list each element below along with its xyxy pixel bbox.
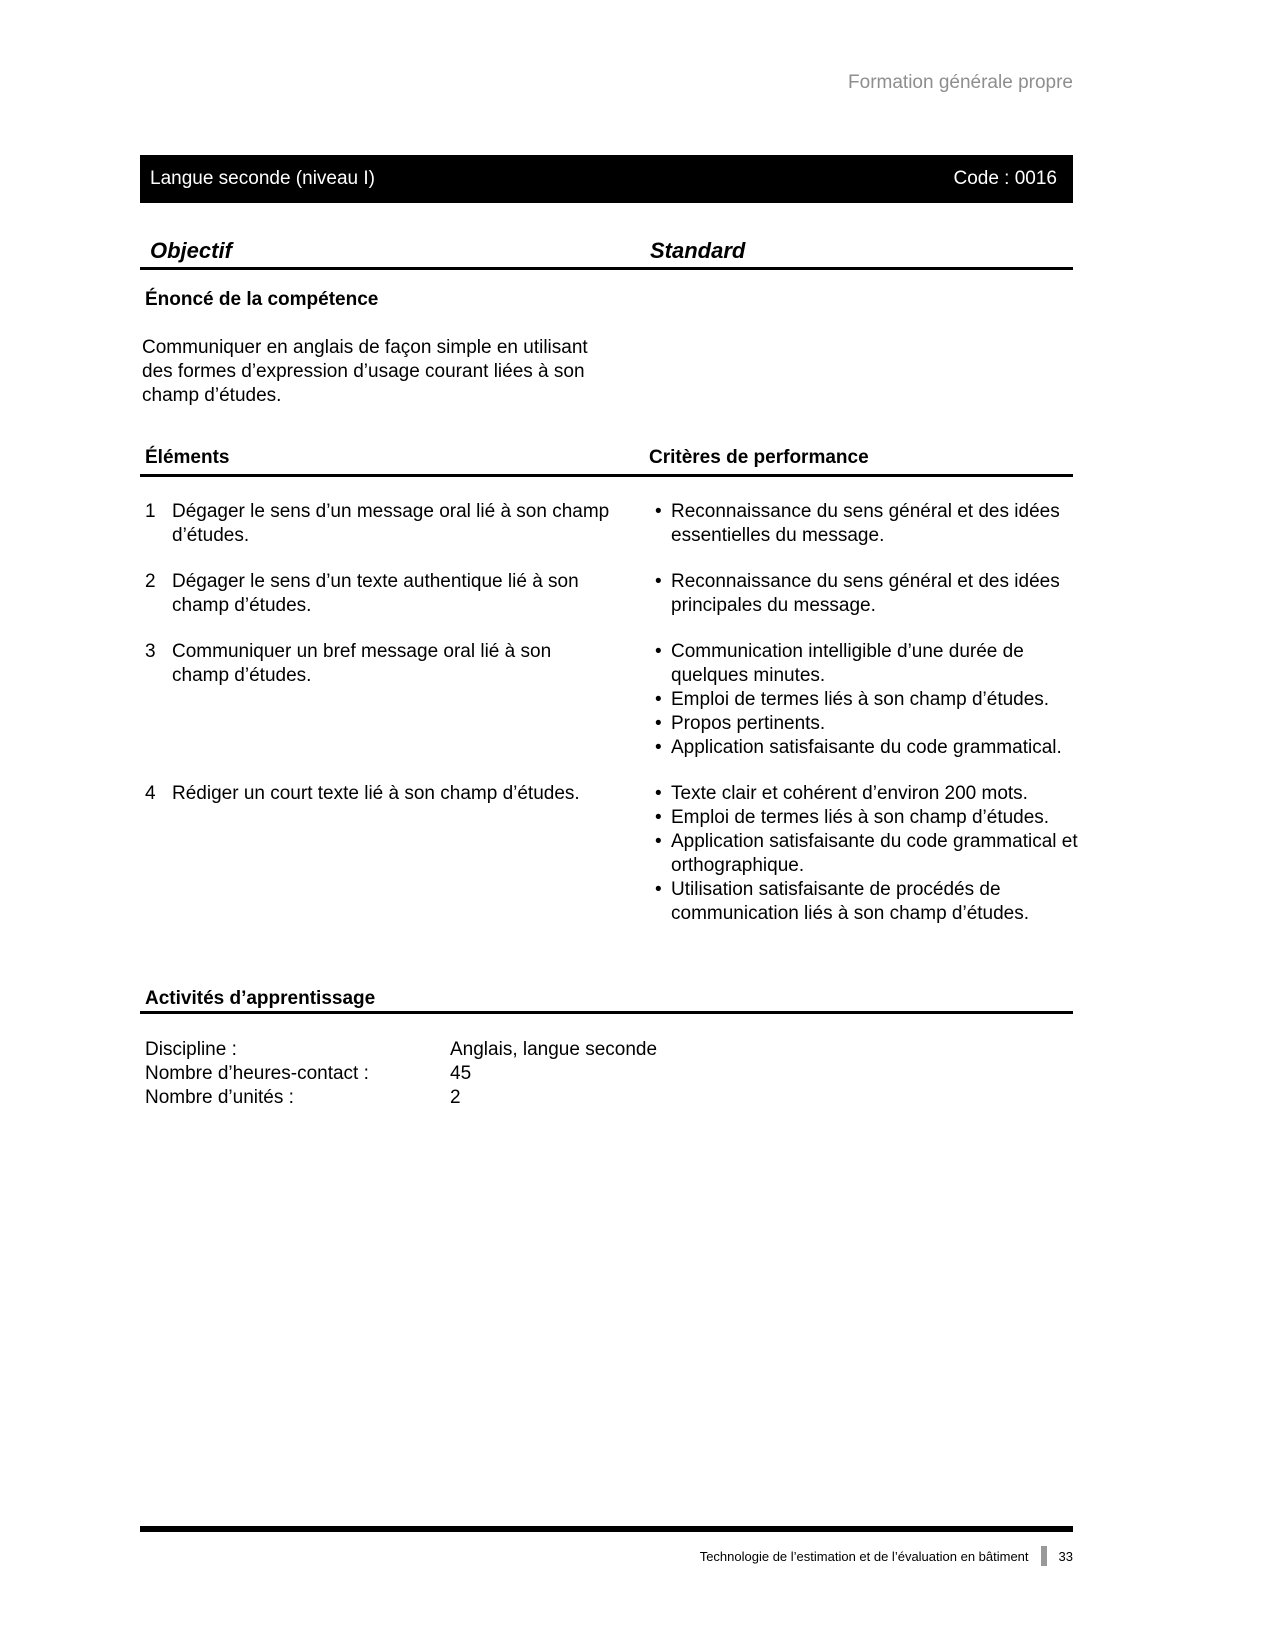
- element-text: Communiquer un bref message oral lié à son champ d’études.: [172, 641, 552, 686]
- element-text: Rédiger un court texte lié à son champ d’études.: [172, 783, 580, 804]
- elements-header: Éléments: [145, 447, 230, 468]
- page-footer: [700, 1545, 1073, 1567]
- criterion-item: • Application satisfaisante du code grammatical.: [649, 736, 1079, 760]
- table-column-headers: [140, 445, 1073, 477]
- course-title: Langue seconde (niveau I): [150, 168, 375, 189]
- criteria-cell: [649, 500, 1079, 548]
- criterion-item: • Texte clair et cohérent d’environ 200 mots.: [649, 782, 1079, 806]
- field-value: 45: [450, 1063, 472, 1084]
- objectif-heading: Objectif: [150, 238, 232, 263]
- criterion-item: • Utilisation satisfaisante de procédés de communication liés à son champ d’études.: [649, 878, 1079, 926]
- criteria-cell: [649, 570, 1079, 618]
- field-row: [140, 1062, 657, 1086]
- table-row: [140, 500, 1100, 548]
- activities-fields: [140, 1038, 657, 1110]
- criterion-item: • Emploi de termes liés à son champ d’études.: [649, 806, 1079, 830]
- element-text: Dégager le sens d’un message oral lié à son champ d’études.: [172, 501, 610, 546]
- table-row: [140, 570, 1100, 618]
- element-text: Dégager le sens d’un texte authentique lié à son champ d’études.: [172, 571, 579, 616]
- criteria-cell: [649, 640, 1079, 760]
- field-value: Anglais, langue seconde: [450, 1039, 658, 1060]
- table-row: [140, 782, 1100, 926]
- field-row: [140, 1038, 657, 1062]
- field-value: 2: [450, 1087, 461, 1108]
- objective-standard-header: [140, 234, 1073, 270]
- course-code: Code : 0016: [953, 168, 1057, 189]
- criterion-item: • Application satisfaisante du code grammatical et orthographique.: [649, 830, 1079, 878]
- criterion-item: • Reconnaissance du sens général et des idées principales du message.: [649, 570, 1079, 618]
- field-label: Nombre d’heures-contact :: [145, 1063, 369, 1084]
- element-cell: [140, 640, 649, 760]
- footer-separator-bar: [1041, 1546, 1047, 1566]
- table-row: [140, 640, 1100, 760]
- standard-heading: Standard: [650, 238, 746, 263]
- footer-program-name: Technologie de l’estimation et de l’évaluation en bâtiment: [699, 1548, 1029, 1564]
- competence-statement: Communiquer en anglais de façon simple en utilisant des formes d’expression d’usage courant liées à son champ d’études.: [142, 337, 588, 406]
- course-title-bar: [140, 155, 1073, 203]
- field-row: [140, 1086, 657, 1110]
- field-label: Nombre d’unités :: [145, 1087, 294, 1108]
- competence-heading: Énoncé de la compétence: [145, 289, 379, 310]
- criteria-header: Critères de performance: [649, 447, 869, 468]
- footer-page-number: 33: [1058, 1548, 1073, 1564]
- element-number: 3: [145, 641, 156, 662]
- footer-rule: [140, 1526, 1073, 1532]
- activities-heading: Activités d’apprentissage: [145, 988, 376, 1009]
- element-cell: [140, 570, 649, 618]
- element-number: 1: [145, 501, 156, 522]
- element-number: 4: [145, 783, 156, 804]
- criteria-cell: [649, 782, 1079, 926]
- element-cell: [140, 782, 649, 926]
- criterion-item: • Propos pertinents.: [649, 712, 1079, 736]
- element-cell: [140, 500, 649, 548]
- criterion-item: • Communication intelligible d’une durée de quelques minutes.: [649, 640, 1079, 688]
- element-number: 2: [145, 571, 156, 592]
- running-header: Formation générale propre: [848, 72, 1073, 93]
- activities-heading-rule: [140, 986, 1073, 1014]
- criterion-item: • Emploi de termes liés à son champ d’études.: [649, 688, 1079, 712]
- field-label: Discipline :: [145, 1039, 237, 1060]
- criterion-item: • Reconnaissance du sens général et des idées essentielles du message.: [649, 500, 1079, 548]
- elements-table: [140, 500, 1100, 948]
